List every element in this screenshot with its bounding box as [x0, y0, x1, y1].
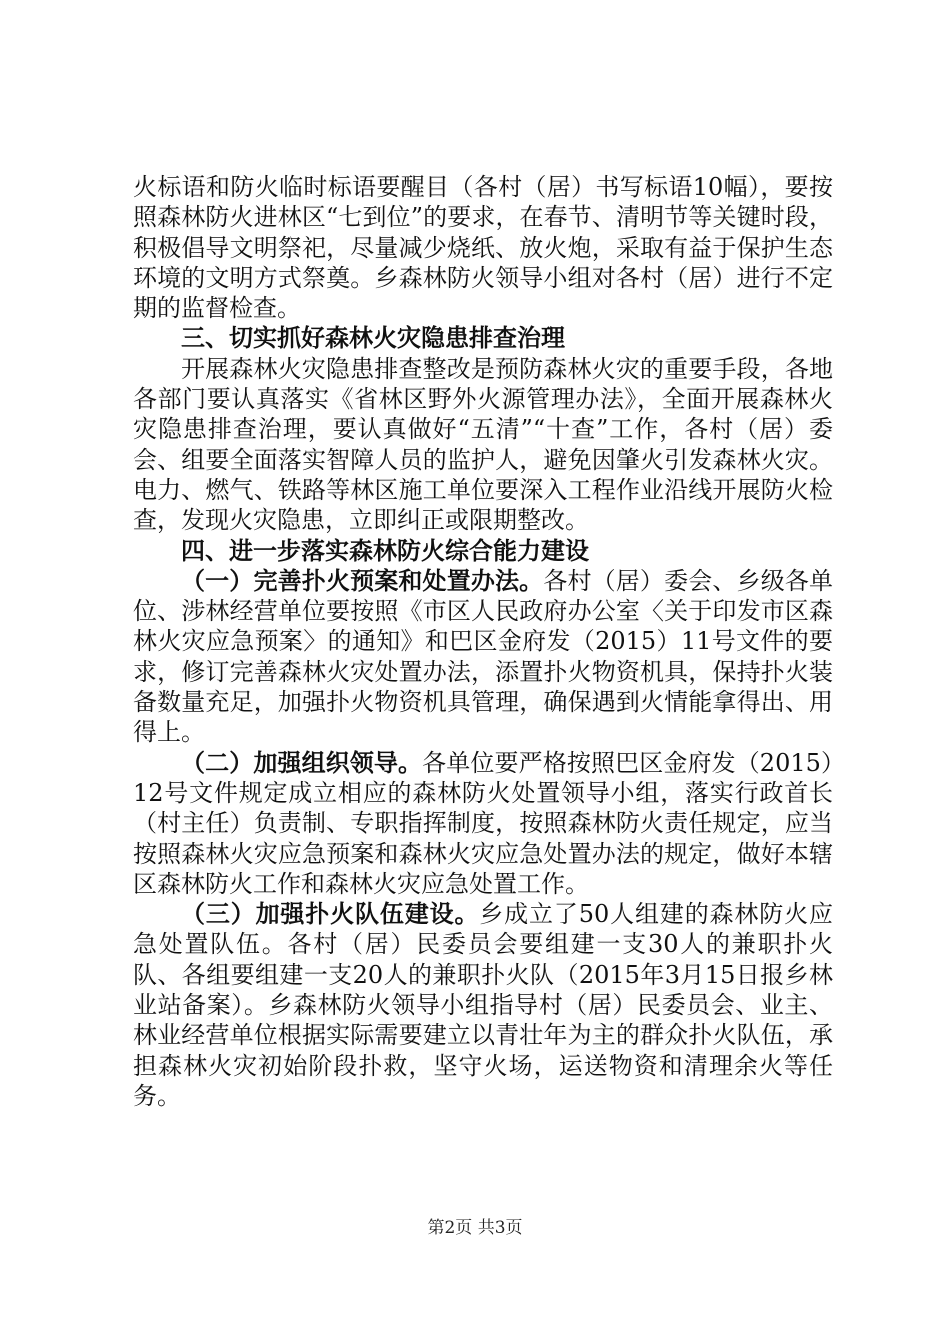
document-body	[133, 172, 833, 1111]
paragraph-continuation: 火标语和防火临时标语要醒目（各村（居）书写标语10幅），要按照森林防火进林区“七到位”的要求，在春节、清明节等关键时段，积极倡导文明祭祀，尽量减少烧纸、放火炮，采取有益于保护生态环境的文明方式祭奠。乡森林防火领导小组对各村（居）进行不定期的监督检查。	[133, 173, 833, 323]
item-3-title: （三）加强扑火队伍建设。	[181, 899, 480, 929]
section-heading-3: 三、切实抓好森林火灾隐患排查治理	[181, 323, 565, 353]
paragraph-item-3	[133, 899, 833, 1111]
paragraph-item-2	[133, 748, 833, 899]
section-heading-4: 四、进一步落实森林防火综合能力建设	[181, 535, 589, 565]
item-1-title: （一）完善扑火预案和处置办法。	[181, 565, 544, 595]
paragraph-item-1	[133, 566, 833, 748]
item-1-body: 各村（居）委会、乡级各单位、涉林经营单位要按照《市区人民政府办公室〈关于印发市区森林火灾应急预案〉的通知》和巴区金府发（2015）11号文件的要求，修订完善森林火灾处置办法，添置扑火物资机具，保持扑火装备数量充足，加强扑火物资机具管理，确保遇到火情能拿得出、用得上。	[133, 566, 834, 747]
paragraph-section-3: 开展森林火灾隐患排查整改是预防森林火灾的重要手段，各地各部门要认真落实《省林区野外火源管理办法》，全面开展森林火灾隐患排查治理，要认真做好“五清”“十查”工作，各村（居）委会、组要全面落实智障人员的监护人，避免因肇火引发森林火灾。电力、燃气、铁路等林区施工单位要深入工程作业沿线开展防火检查，发现火灾隐患，立即纠正或限期整改。	[133, 354, 833, 535]
item-2-title: （二）加强组织领导。	[181, 747, 423, 777]
page-footer: 第2页 共3页	[427, 1218, 523, 1238]
item-2-body: 各单位要严格按照巴区金府发（2015）12号文件规定成立相应的森林防火处置领导小组，落实行政首长（村主任）负责制、专职指挥制度，按照森林防火责任规定，应当按照森林火灾应急预案和森林火灾应急处置办法的规定，做好本辖区森林防火工作和森林火灾应急处置工作。	[133, 748, 834, 898]
item-3-body: 乡成立了50人组建的森林防火应急处置队伍。各村（居）民委员会要组建一支30人的兼职扑火队、各组要组建一支20人的兼职扑火队（2015年3月15日报乡林业站备案）。乡森林防火领导小组指导村（居）民委员会、业主、林业经营单位根据实际需要建立以青壮年为主的群众扑火队伍，承担森林火灾初始阶段扑救，坚守火场，运送物资和清理余火等任务。	[133, 900, 833, 1110]
